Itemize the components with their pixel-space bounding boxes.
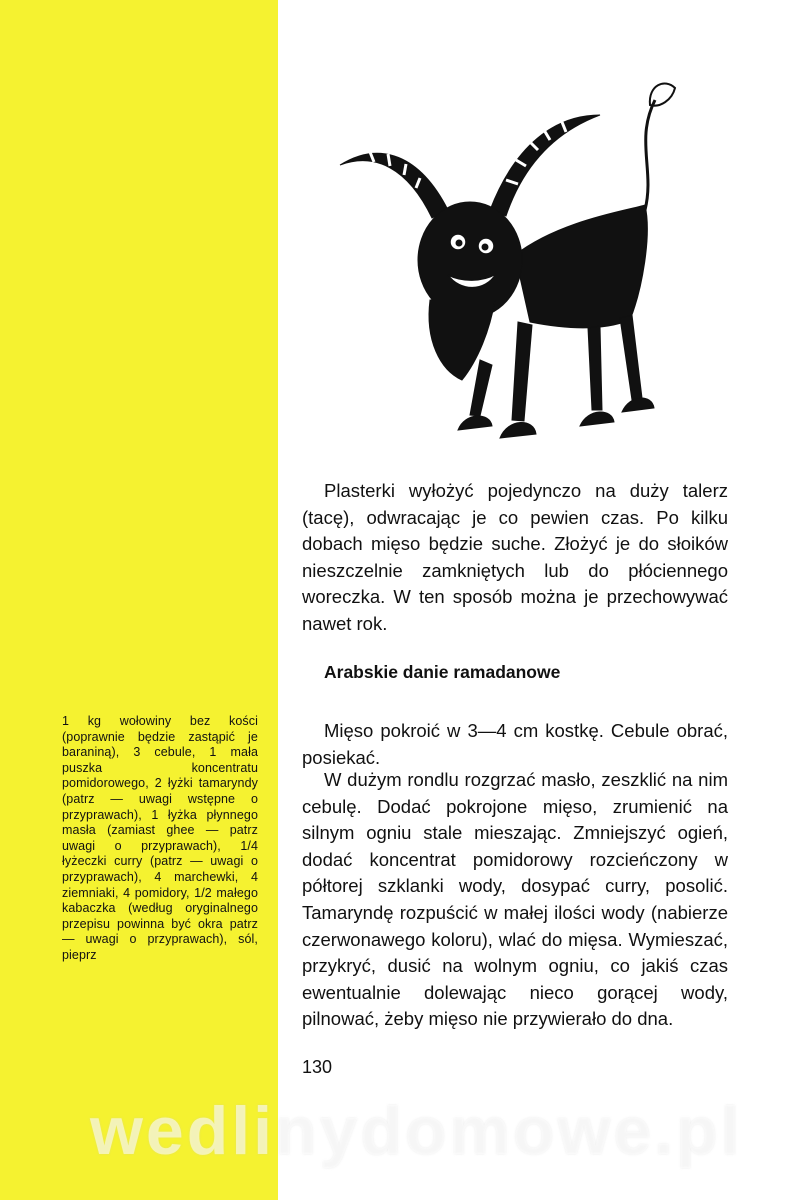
sidebar-color-band — [0, 0, 278, 1200]
paragraph-preparation: Mięso pokroić w 3—4 cm kostkę. Cebule obrać, posiekać. — [302, 720, 728, 768]
watermark: wedlinydomowe.pl — [90, 1093, 743, 1169]
page-number: 130 — [302, 1057, 333, 1077]
paragraph-cooking: W dużym rondlu rozgrzać masło, zeszklić na nim cebulę. Dodać pokrojone mięso, zrumienić na silnym ogniu stale mieszając. Zmniejszyć ogień, dodać koncentrat pomidorowy rozcieńczony w półtorej szklanki wody, dosypać curry, posolić. Tamaryndę rozpuścić w małej ilości wody (nabierze czerwonawego koloru), wlać do mięsa. Wymieszać, przykryć, dusić na wolnym ogniu, co jakiś czas ewentualnie dolewając nieco gorącej wody, pilnować, żeby mięso nie przywierało do dna. — [302, 769, 728, 1030]
paragraph-drying-instructions: Plasterki wyłożyć pojedynczo na duży talerz (tacę), odwracając je co pewien czas. Po kilku dobach mięso będzie suche. Złożyć je do słoików nieszczelnie zamkniętych lub do płóciennego woreczka. W ten sposób można je przechowywać nawet rok. — [302, 480, 728, 634]
goat-illustration-icon — [330, 60, 680, 460]
recipe-title: Arabskie danie ramadanowe — [324, 662, 561, 682]
ingredients-list: 1 kg wołowiny bez kości (poprawnie będzie zastąpić je baraniną), 3 cebule, 1 mała puszka koncentratu pomidorowego, 2 łyżki tamaryndy (patrz — uwagi wstępne o przyprawach), 1 łyżka płynnego masła (zamiast ghee — patrz uwagi o przyprawach), 1/4 łyżeczki curry (patrz — uwagi o przyprawach), 4 marchewki, 4 ziemniaki, 4 pomidory, 1/2 małego kabaczka (według oryginalnego przepisu powinna być okra patrz — uwagi o przyprawach), sól, pieprz — [62, 714, 258, 962]
